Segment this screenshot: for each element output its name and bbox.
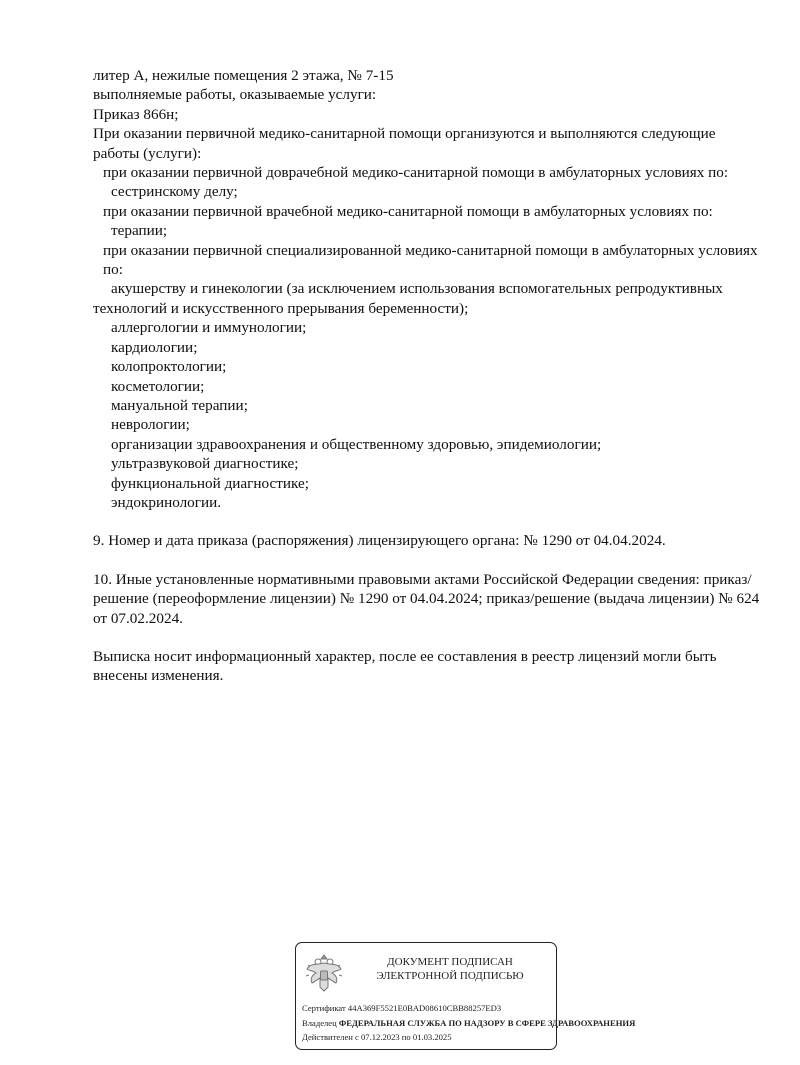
signature-stamp bbox=[295, 942, 636, 1050]
service-item: неврологии; bbox=[111, 416, 190, 434]
works-label: выполняемые работы, оказываемые услуги: bbox=[93, 86, 377, 104]
spacer bbox=[93, 512, 765, 531]
service-item: организации здравоохранения и общественному здоровью, эпидемиологии; bbox=[111, 435, 602, 453]
stamp-title-line: ДОКУМЕНТ ПОДПИСАН bbox=[387, 956, 513, 968]
notice-paragraph: Выписка носит информационный характер, после ее составления в реестр лицензий могли быть внесены изменения. bbox=[93, 647, 717, 685]
validity-row: Действителен с 07.12.2023 по 01.03.2025 bbox=[302, 1032, 452, 1042]
service-item: ультразвуковой диагностике; bbox=[111, 455, 299, 473]
certificate-number: 44A369F5521E0BAD08610CBB88257ED3 bbox=[347, 1003, 502, 1013]
owner-row bbox=[302, 1018, 635, 1029]
coat-of-arms-icon bbox=[304, 951, 344, 995]
group-heading: при оказании первичной врачебной медико-санитарной помощи в амбулаторных условиях по: bbox=[103, 202, 713, 220]
certificate-row bbox=[302, 1003, 501, 1014]
owner-name: ФЕДЕРАЛЬНАЯ СЛУЖБА ПО НАДЗОРУ В СФЕРЕ ЗДРАВООХРАНЕНИЯ bbox=[338, 1018, 636, 1028]
service-item: аллергологии и иммунологии; bbox=[111, 319, 307, 337]
address-line: литер А, нежилые помещения 2 этажа, № 7-15 bbox=[93, 67, 394, 84]
service-item: акушерству и гинекологии (за исключением использования вспомогательных репродуктивных технологий и искусственного прерывания беременности); bbox=[93, 280, 723, 317]
service-item: кардиологии; bbox=[111, 338, 198, 356]
service-item: функциональной диагностике; bbox=[111, 474, 309, 492]
intro-paragraph: При оказании первичной медико-санитарной помощи организуются и выполняются следующие работы (услуги): bbox=[93, 125, 716, 162]
service-item: терапии; bbox=[111, 222, 168, 240]
order-reference: Приказ 866н; bbox=[93, 105, 179, 123]
certificate-label: Сертификат bbox=[302, 1003, 346, 1013]
group-heading: при оказании первичной доврачебной медико-санитарной помощи в амбулаторных условиях по: bbox=[103, 164, 729, 182]
spacer bbox=[93, 628, 765, 647]
stamp-title-line: ЭЛЕКТРОННОЙ ПОДПИСЬЮ bbox=[376, 970, 524, 982]
service-item: сестринскому делу; bbox=[111, 183, 238, 201]
group-heading: при оказании первичной специализированной медико-санитарной помощи в амбулаторных условиях по: bbox=[103, 241, 758, 279]
spacer bbox=[93, 551, 765, 570]
owner-label: Владелец bbox=[302, 1018, 337, 1028]
section-10: 10. Иные установленные нормативными правовыми актами Российской Федерации сведения: приказ/решение (переоформление лицензии) № 1290 от 04.04.2024; приказ/решение (выдача лицензии) № 624 от 07.02.2024. bbox=[93, 570, 760, 627]
service-item: косметологии; bbox=[111, 377, 205, 395]
section-9: 9. Номер и дата приказа (распоряжения) лицензирующего органа: № 1290 от 04.04.2024. bbox=[93, 532, 666, 550]
service-item: эндокринологии. bbox=[111, 493, 222, 511]
stamp-title bbox=[348, 955, 552, 983]
document-body bbox=[93, 66, 765, 686]
service-item: колопроктологии; bbox=[111, 358, 227, 376]
service-item: мануальной терапии; bbox=[111, 396, 248, 414]
